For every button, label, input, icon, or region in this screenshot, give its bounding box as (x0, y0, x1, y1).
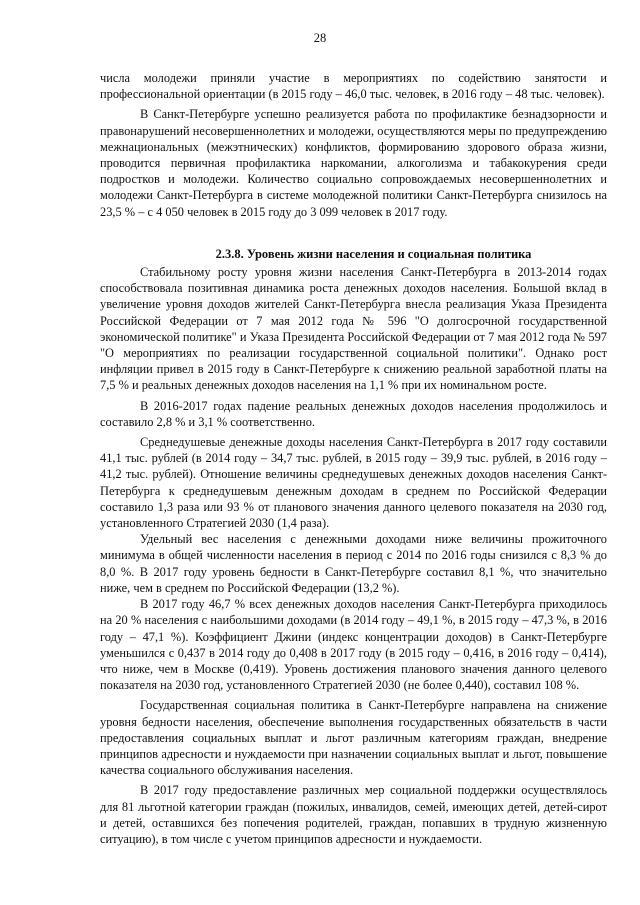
paragraph-poverty: Удельный вес населения с денежными доходами ниже величины прожиточного минимума в общей численности населения в период с 2014 по 2016 годы снизился с 8,3 % до 8,0 %. В 2017 году уровень бедности в Санкт-Петербурге составил 8,1 %, что значительно ниже, чем в среднем по Российской Федерации (13,2 %). (100, 532, 607, 595)
paragraph-youth-employment: числа молодежи приняли участие в мероприятиях по содействию занятости и профессиональной ориентации (в 2015 году – 46,0 тыс. человек, в 2016 году – 48 тыс. человек). (100, 71, 607, 102)
paragraph-social-policy: Государственная социальная политика в Санкт-Петербурге направлена на снижение уровня бедности населения, обеспечение выполнения государственных обязательств в части предоставления социальных выплат и льгот различным категориям граждан, внедрение принципов адресности и нуждаемости при назначении социальных выплат и льгот, повышение качества социального обслуживания населения. (100, 698, 607, 778)
paragraph-social-support: В 2017 году предоставление различных мер социальной поддержки осуществлялось для 81 льготной категории граждан (пожилых, инвалидов, семей, имеющих детей, детей-сирот и детей, оставшихся без попечения родителей, граждан, попавших в трудную жизненную ситуацию), в том числе с учетом принципов адресности и нуждаемости. (100, 783, 607, 846)
page-content (100, 70, 607, 847)
paragraph-income-decline: В 2016-2017 годах падение реальных денежных доходов населения продолжилось и составило 2,8 % и 3,1 % соответственно. (100, 398, 607, 429)
paragraph-income-growth: Стабильному росту уровня жизни населения Санкт-Петербурга в 2013-2014 годах способствовала позитивная динамика роста денежных доходов населения. Большой вклад в увеличение уровня доходов жителей Санкт-Петербурга внесла реализация Указа Президента Российской Федерации от 7 мая 2012 года № 596 "О долгосрочной государственной экономической политике" и Указа Президента Российской Федерации от 7 мая 2012 года № 597 "О мероприятиях по реализации государственной социальной политики". Однако рост инфляции привел в 2015 году в Санкт-Петербурге к снижению реальной заработной платы на 7,5 % и реальных денежных доходов населения на 1,1 % при их номинальном росте. (100, 265, 607, 393)
section-title: 2.3.8. Уровень жизни населения и социальная политика (215, 246, 532, 261)
paragraph-per-capita-income: Среднедушевые денежные доходы населения Санкт-Петербурга в 2017 году составили 41,1 тыс. рублей (в 2014 году – 34,7 тыс. рублей, в 2015 году – 39,9 тыс. рублей, в 2016 году – 41,2 тыс. рублей). Отношение величины среднедушевых денежных доходов населения Санкт-Петербурга к среднедушевым денежным доходам в среднем по Российской Федерации составило 1,3 раза или 93 % от планового значения данного целевого показателя на 2030 год, установленного Стратегией 2030 (1,4 раза). (100, 435, 607, 531)
page-number: 28 (313, 31, 327, 45)
paragraph-gini: В 2017 году 46,7 % всех денежных доходов населения Санкт-Петербурга приходилось на 20 % населения с наибольшими доходами (в 2014 году – 49,1 %, в 2015 году – 47,3 %, в 2016 году – 47,1 %). Коэффициент Джини (индекс концентрации доходов) в Санкт-Петербурге уменьшился с 0,437 в 2014 году до 0,408 в 2017 году (в 2015 году – 0,416, в 2016 году – 0,414), что ниже, чем в Москве (0,419). Уровень достижения планового значения данного целевого показателя на 2030 год, установленного Стратегией 2030 (не более 0,440), составил 108 %. (100, 597, 607, 693)
paragraph-prevention: В Санкт-Петербурге успешно реализуется работа по профилактике безнадзорности и правонарушений несовершеннолетних и молодежи, осуществляются меры по предупреждению межнациональных (межэтнических) конфликтов, формированию здорового образа жизни, проводится первичная профилактика наркомании, алкоголизма и табакокурения среди подростков и молодежи. Количество социально сопровождаемых несовершеннолетних и молодежи Санкт-Петербурга в системе молодежной политики Санкт-Петербурга снизилось на 23,5 % – с 4 050 человек в 2015 году до 3 099 человек в 2017 году. (100, 107, 607, 219)
